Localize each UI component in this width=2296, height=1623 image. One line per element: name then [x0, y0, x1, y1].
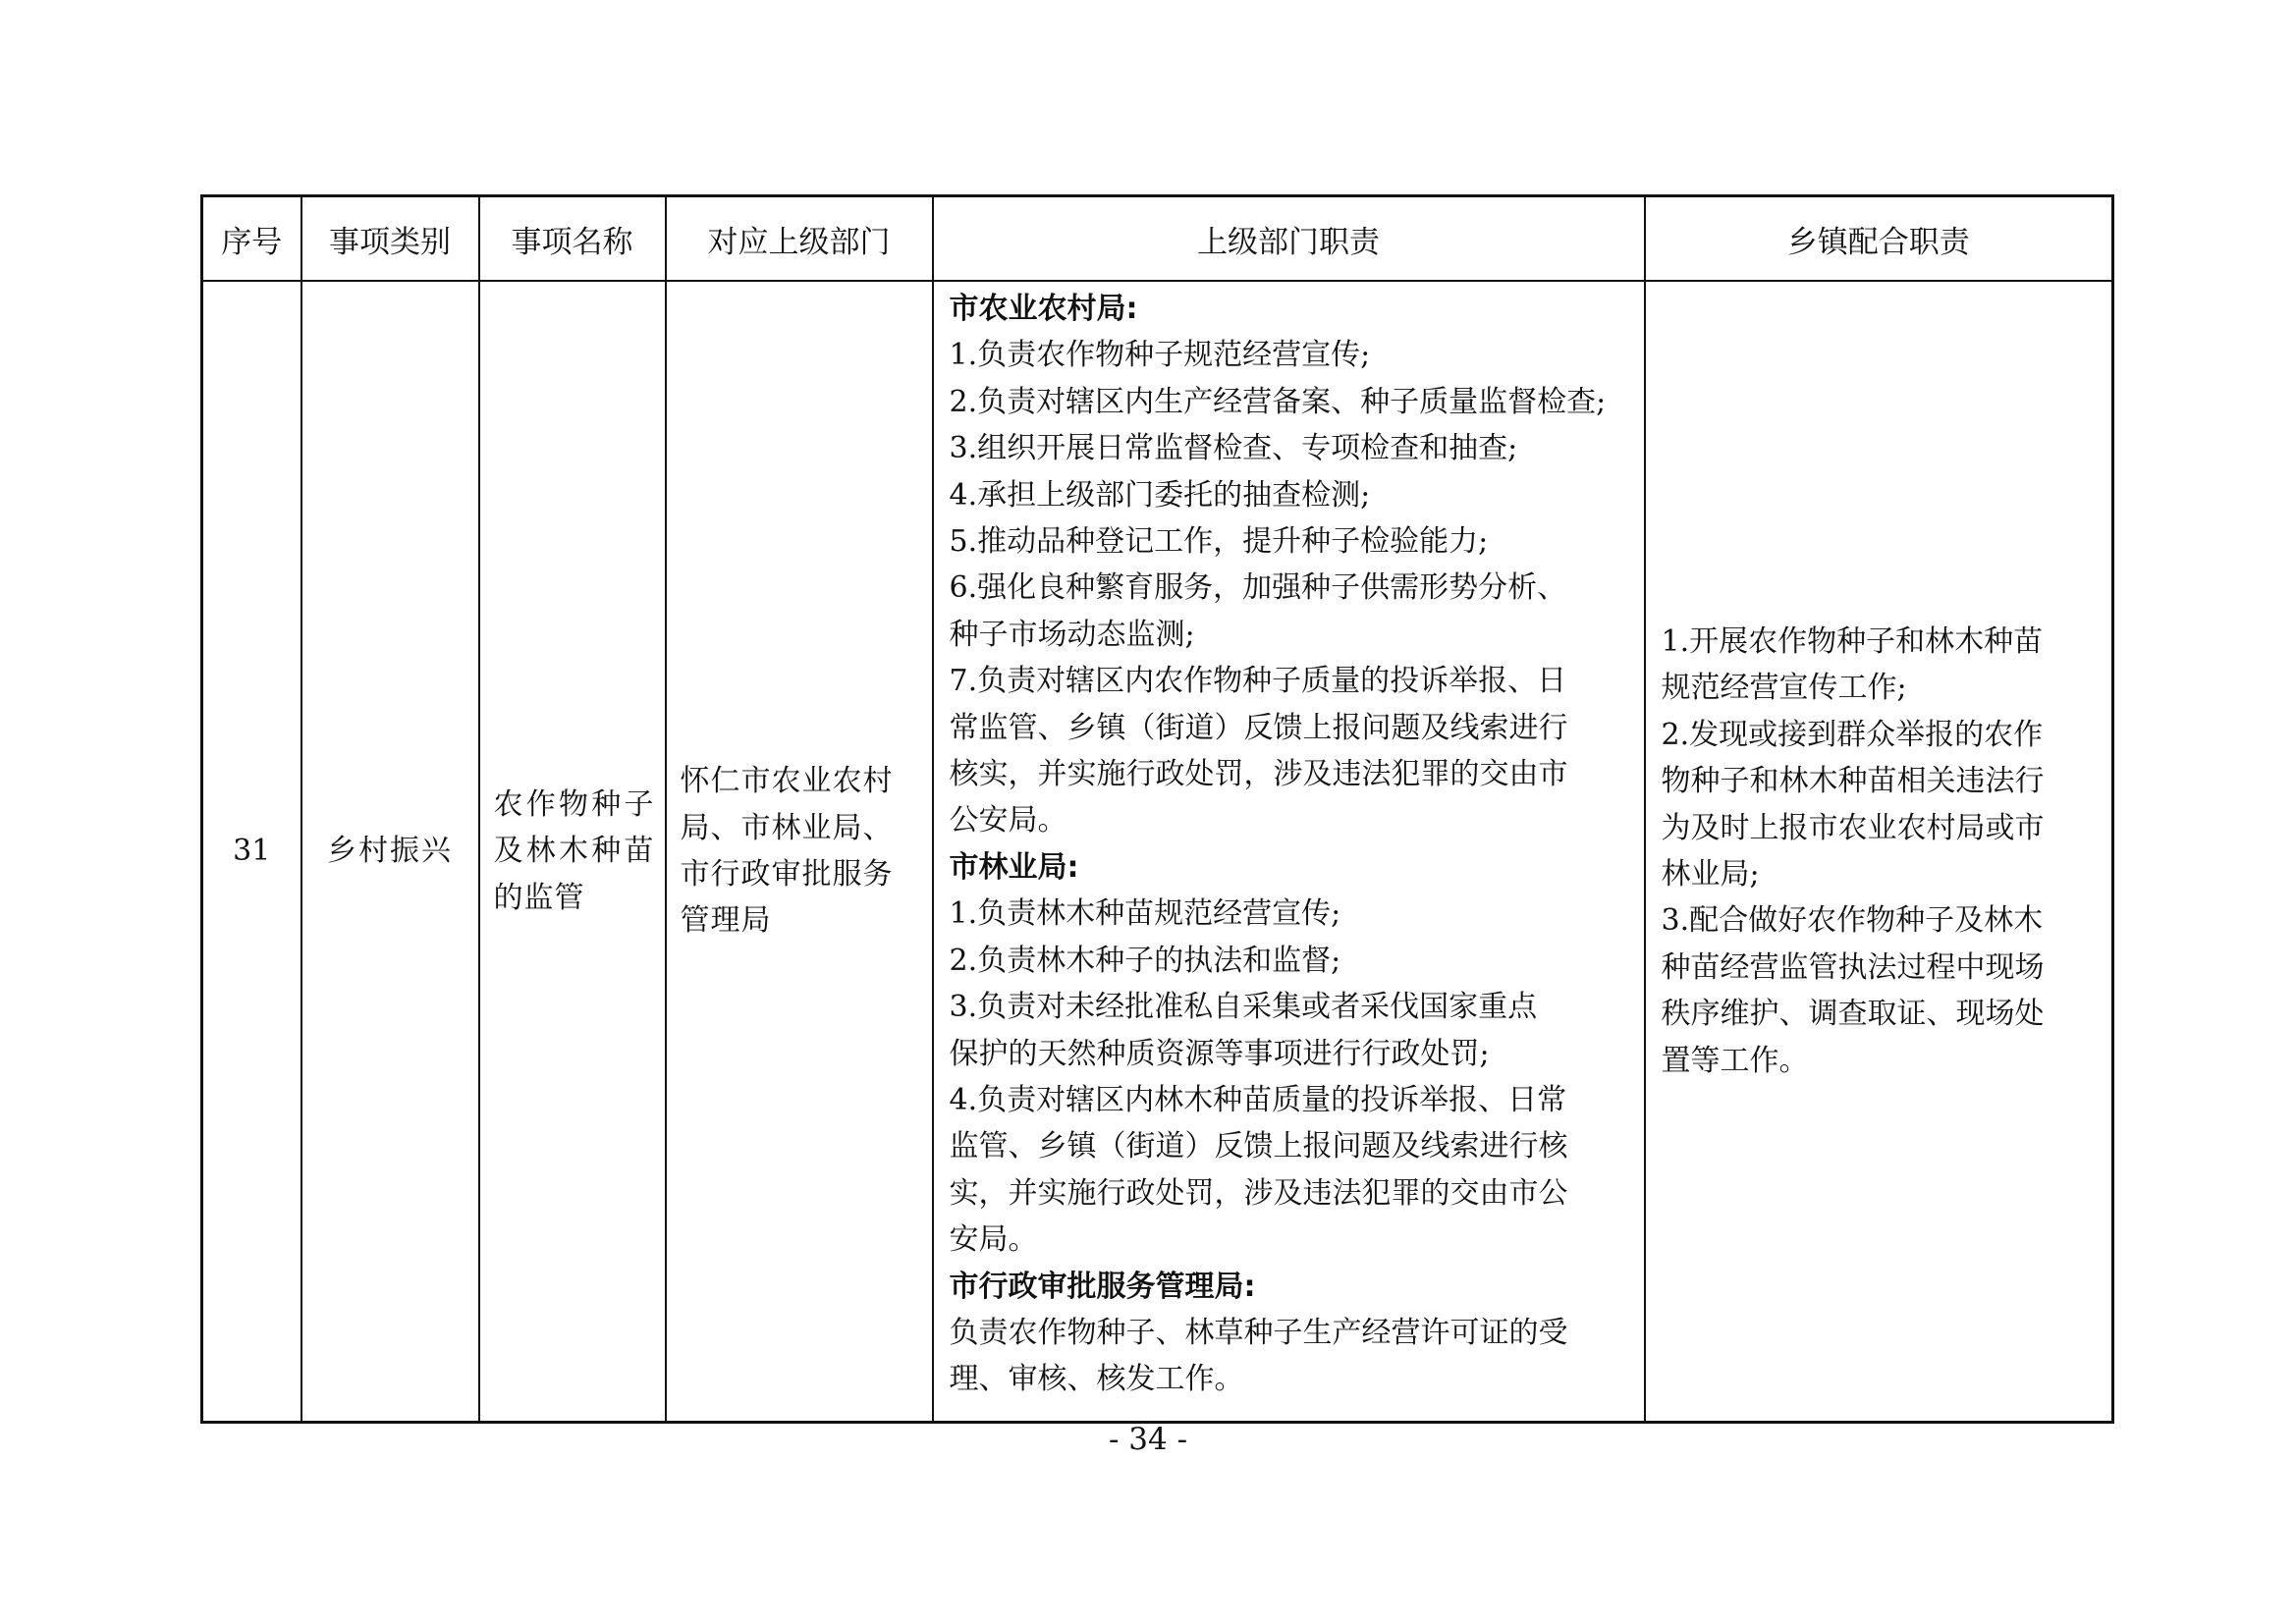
table-row — [202, 281, 2113, 1423]
row-duties — [934, 282, 1644, 1403]
forest-duty-line: 3.负责对未经批准私自采集或者采伐国家重点 — [949, 990, 1538, 1025]
row-coop-cell — [1645, 281, 2113, 1423]
coop-line: 3.配合做好农作物种子及林木 — [1661, 903, 2044, 939]
agri-duty-line: 公安局。 — [949, 803, 1067, 839]
agri-duty-line: 5.推动品种登记工作，提升种子检验能力; — [949, 524, 1489, 560]
agri-duty-line: 种子市场动态监测; — [949, 617, 1195, 652]
agri-dept-heading: 市农业农村局: — [949, 292, 1138, 326]
header-seq: 序号 — [202, 196, 301, 282]
header-coop: 乡镇配合职责 — [1645, 196, 2113, 282]
agri-duty-line: 4.承担上级部门委托的抽查检测; — [949, 477, 1371, 513]
forest-duty-line: 保护的天然种质资源等事项进行行政处罚; — [949, 1036, 1490, 1071]
row-name: 农作物种子及林木种苗的监管 — [493, 786, 655, 915]
forest-dept-heading: 市林业局: — [949, 849, 1079, 885]
header-category: 事项类别 — [301, 196, 479, 282]
forest-duty-line: 实，并实施行政处罚，涉及违法犯罪的交由市公 — [949, 1175, 1568, 1211]
agri-duty-line: 6.强化良种繁育服务，加强种子供需形势分析、 — [949, 570, 1567, 606]
dept-line: 管理局 — [680, 903, 772, 939]
coop-line: 置等工作。 — [1661, 1043, 1809, 1078]
dept-line: 局、市林业局、 — [680, 810, 894, 845]
approval-dept-heading: 市行政审批服务管理局: — [949, 1269, 1256, 1304]
coop-line: 物种子和林木种苗相关违法行 — [1661, 764, 2045, 799]
row-dept-cell — [666, 281, 933, 1423]
dept-line: 怀仁市农业农村 — [680, 764, 894, 799]
agri-duty-line: 2.负责对辖区内生产经营备案、种子质量监督检查; — [949, 384, 1607, 419]
forest-duty-line: 4.负责对辖区内林木种苗质量的投诉举报、日常 — [949, 1082, 1567, 1117]
agri-duty-line: 7.负责对辖区内农作物种子质量的投诉举报、日 — [949, 664, 1567, 699]
coop-line: 2.发现或接到群众举报的农作 — [1661, 717, 2044, 752]
dept-line: 市行政审批服务 — [680, 857, 894, 892]
agri-duty-line: 核实，并实施行政处罚，涉及违法犯罪的交由市 — [949, 757, 1568, 792]
row-coop — [1646, 619, 2112, 1084]
header-row — [202, 196, 2113, 282]
coop-line: 种苗经营监管执法过程中现场 — [1661, 949, 2045, 985]
row-duties-cell — [933, 281, 1645, 1423]
forest-duty-line: 1.负责林木种苗规范经营宣传; — [949, 896, 1341, 932]
agri-duty-line: 3.组织开展日常监督检查、专项检查和抽查; — [949, 431, 1518, 466]
duty-table — [200, 194, 2114, 1424]
coop-line: 林业局; — [1661, 857, 1760, 892]
coop-line: 为及时上报市农业农村局或市 — [1661, 810, 2045, 845]
coop-line: 1.开展农作物种子和林木种苗 — [1661, 623, 2044, 659]
row-dept — [667, 758, 932, 945]
page-number: - 34 - — [1108, 1422, 1188, 1457]
row-category: 乡村振兴 — [301, 281, 479, 1423]
approval-duty-line: 负责农作物种子、林草种子生产经营许可证的受 — [949, 1315, 1568, 1350]
forest-duty-line: 2.负责林木种子的执法和监督; — [949, 943, 1341, 978]
forest-duty-line: 监管、乡镇（街道）反馈上报问题及线索进行核 — [949, 1129, 1568, 1164]
coop-line: 秩序维护、调查取证、现场处 — [1661, 997, 2045, 1032]
approval-duty-line: 理、审核、核发工作。 — [949, 1362, 1244, 1397]
row-name-cell — [479, 281, 666, 1423]
agri-duty-line: 1.负责农作物种子规范经营宣传; — [949, 338, 1371, 373]
header-dept: 对应上级部门 — [666, 196, 933, 282]
coop-line: 规范经营宣传工作; — [1661, 671, 1907, 706]
forest-duty-line: 安局。 — [949, 1222, 1038, 1258]
header-name: 事项名称 — [479, 196, 666, 282]
row-seq: 31 — [202, 281, 301, 1423]
header-duties: 上级部门职责 — [933, 196, 1645, 282]
agri-duty-line: 常监管、乡镇（街道）反馈上报问题及线索进行 — [949, 710, 1568, 745]
